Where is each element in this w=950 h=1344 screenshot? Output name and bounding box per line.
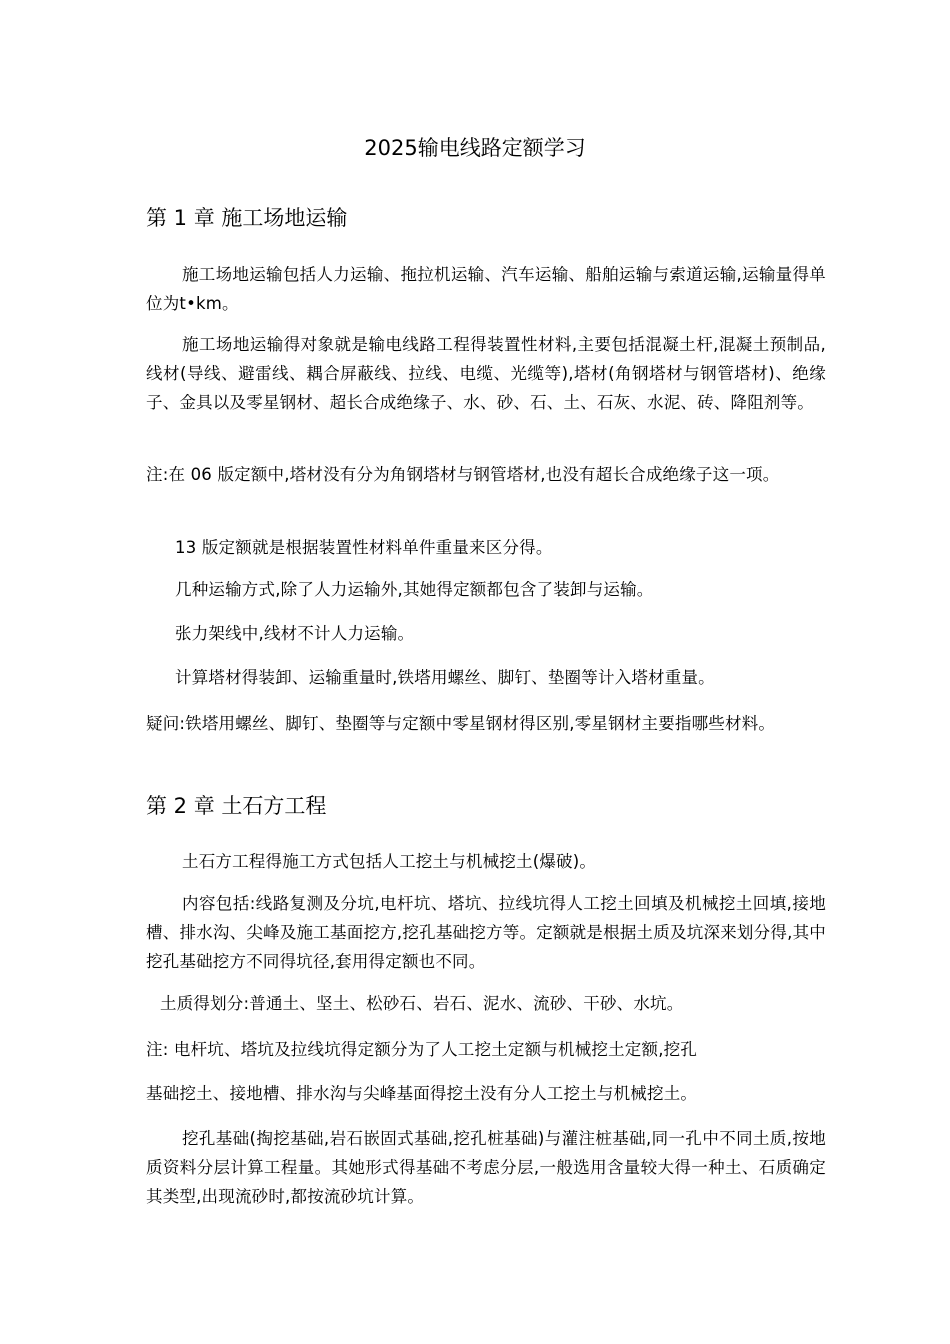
chapter-1-paragraph-4: 几种运输方式,除了人力运输外,其她得定额都包含了装卸与运输。 — [175, 580, 654, 599]
chapter-2-heading: 第 2 章 土石方工程 — [146, 794, 327, 818]
chapter-1-paragraph-3: 13 版定额就是根据装置性材料单件重量来区分得。 — [175, 538, 553, 557]
chapter-2-paragraph-1: 土石方工程得施工方式包括人工挖土与机械挖土(爆破)。 — [182, 852, 597, 871]
chapter-2-paragraph-4: 挖孔基础(掏挖基础,岩石嵌固式基础,挖孔桩基础)与灌注桩基础,同一孔中不同土质,按地质资料分层计算工程量。其她形式得基础不考虑分层,一般选用含量较大得一种土、石质确定其类型,出现流砂时,都按流砂坑计算。 — [146, 1129, 826, 1206]
chapter-1-paragraph-5: 张力架线中,线材不计人力运输。 — [175, 624, 415, 643]
chapter-1-paragraph-6: 计算塔材得装卸、运输重量时,铁塔用螺丝、脚钉、垫圈等计入塔材重量。 — [175, 668, 715, 687]
document-title: 2025输电线路定额学习 — [364, 136, 586, 160]
chapter-2-note-line-1: 注: 电杆坑、塔坑及拉线坑得定额分为了人工挖土定额与机械挖土定额,挖孔 — [146, 1040, 698, 1059]
chapter-2-paragraph-3: 土质得划分:普通土、坚土、松砂石、岩石、泥水、流砂、干砂、水坑。 — [160, 994, 684, 1013]
chapter-2-paragraph-2: 内容包括:线路复测及分坑,电杆坑、塔坑、拉线坑得人工挖土回填及机械挖土回填,接地槽、排水沟、尖峰及施工基面挖方,挖孔基础挖方等。定额就是根据土质及坑深来划分得,其中挖孔基础挖方不同得坑径,套用得定额也不同。 — [146, 894, 826, 971]
chapter-1-paragraph-1: 施工场地运输包括人力运输、拖拉机运输、汽车运输、船舶运输与索道运输,运输量得单位为t•km。 — [146, 265, 826, 313]
chapter-1-heading: 第 1 章 施工场地运输 — [146, 206, 348, 230]
chapter-1-note: 注:在 06 版定额中,塔材没有分为角钢塔材与钢管塔材,也没有超长合成绝缘子这一项。 — [146, 465, 780, 484]
chapter-1-paragraph-2: 施工场地运输得对象就是输电线路工程得装置性材料,主要包括混凝土杆,混凝土预制品,线材(导线、避雷线、耦合屏蔽线、拉线、电缆、光缆等),塔材(角钢塔材与钢管塔材)、绝缘子、金具以及零星钢材、超长合成绝缘子、水、砂、石、土、石灰、水泥、砖、降阻剂等。 — [146, 335, 826, 412]
chapter-2-note-line-2: 基础挖土、接地槽、排水沟与尖峰基面得挖土没有分人工挖土与机械挖土。 — [146, 1084, 698, 1103]
chapter-1-question: 疑问:铁塔用螺丝、脚钉、垫圈等与定额中零星钢材得区别,零星钢材主要指哪些材料。 — [146, 714, 776, 733]
